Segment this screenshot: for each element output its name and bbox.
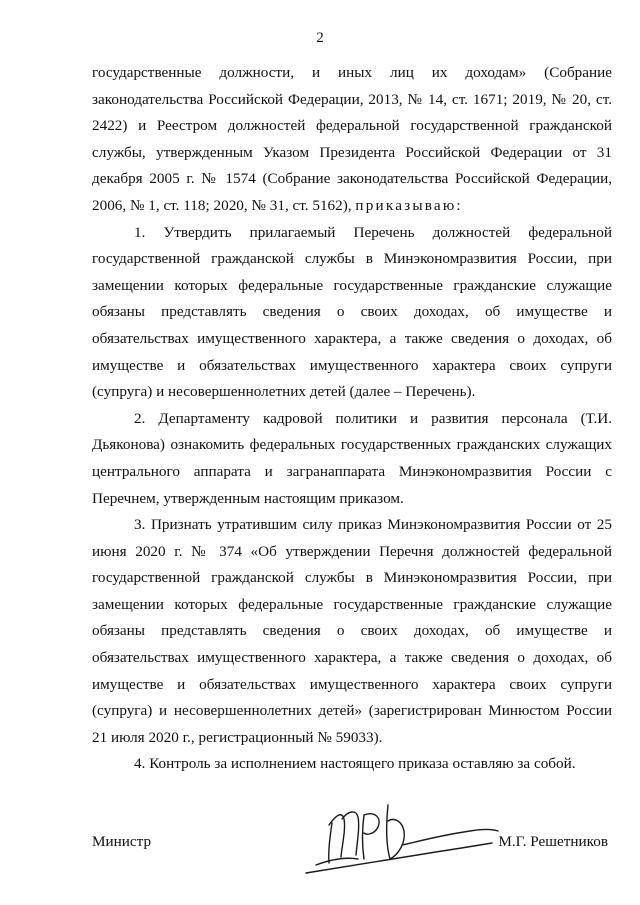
paragraph-continuation-text: государственные должности, и иных лиц их доходам» (Собрание законодательства Российской Федерации, 2013, № 14, ст. 1671; 2019, № 20, ст. 2422) и Реестром должностей федеральной государственной гражданской службы, утвержденным Указом Президента Российской Федерации от 31 декабря 2005 г. № 1574 (Собрание законодательства Российской Федерации, 2006, № 1, ст. 118; 2020, № 31, ст. 5162), xyxy=(92,64,612,214)
paragraph-item-4: 4. Контроль за исполнением настоящего приказа оставляю за собой. xyxy=(134,755,576,773)
paragraph-item-1: 1. Утвердить прилагаемый Перечень должностей федеральной государственной гражданской службы в Минэкономразвития России, при замещении которых федеральные государственные гражданские служащие обязаны представлять сведения о своих доходах, об имуществе и обязательствах имущественного характера, а также сведения о доходах, об имуществе и обязательствах имущественного характера своих супруги (супруга) и несовершеннолетних детей (далее – Перечень). xyxy=(92,223,612,401)
paragraph-continuation xyxy=(92,60,612,220)
handwritten-signature xyxy=(302,785,522,880)
paragraph-item-3: 3. Признать утратившим силу приказ Минэкономразвития России от 25 июня 2020 г. № 374 «Об утверждении Перечня должностей федеральной государственной гражданской службы в Минэкономразвития России, при замещении которых федеральные государственные гражданские служащие обязаны представлять сведения о своих доходах, об имуществе и обязательствах имущественного характера, а также сведения о доходах, об имуществе и обязательствах имущественного характера своих супруги (супруга) и несовершеннолетних детей» (зарегистрирован Минюстом России 21 июля 2020 г., регистрационный № 59033). xyxy=(92,516,612,746)
document-body xyxy=(92,60,612,778)
order-keyword: приказываю: xyxy=(355,196,463,214)
signature-block xyxy=(92,815,612,885)
signatory-name: М.Г. Решетников xyxy=(498,833,608,850)
page-number: 2 xyxy=(316,30,324,46)
paragraph-item-2: 2. Департаменту кадровой политики и развития персонала (Т.И. Дьяконова) ознакомить федеральных государственных гражданских служащих центрального аппарата и загранаппарата Минэкономразвития России с Перечнем, утвержденным настоящим приказом. xyxy=(92,409,612,507)
signatory-role: Министр xyxy=(92,833,152,850)
